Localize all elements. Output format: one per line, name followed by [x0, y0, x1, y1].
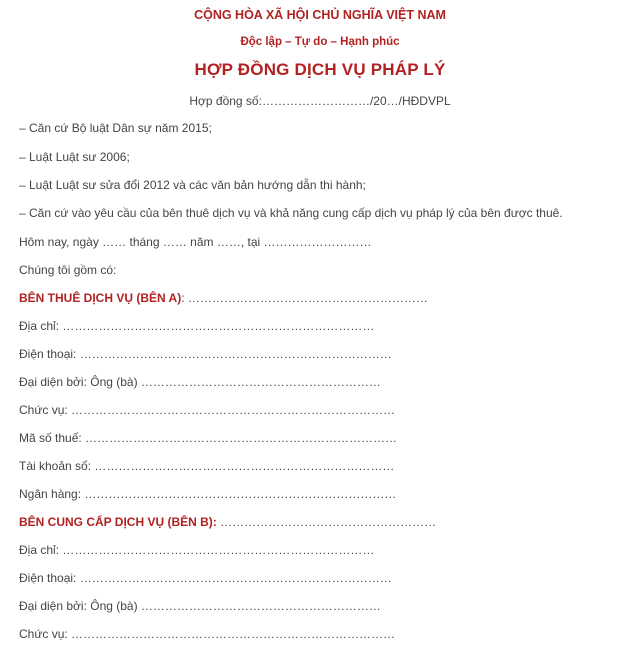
- basis-lawyers-law-amended: – Luật Luật sư sửa đổi 2012 và các văn bản hướng dẫn thi hành;: [19, 178, 366, 192]
- party-b-heading: [19, 515, 436, 529]
- party-a-phone: Điện thoại: ……………………………………………………………………: [19, 347, 392, 361]
- national-motto: Độc lập – Tự do – Hạnh phúc: [240, 36, 400, 48]
- party-b-address: Địa chỉ: ……………………………………………………………………: [19, 543, 375, 557]
- party-a-account-number: Tài khoản số: …………………………………………………………………: [19, 459, 395, 473]
- party-a-name-blank: : ……………………………………………………: [181, 291, 428, 305]
- national-title: CỘNG HÒA XÃ HỘI CHỦ NGHĨA VIỆT NAM: [194, 8, 446, 22]
- party-a-heading: [19, 291, 428, 305]
- party-b-heading-label: BÊN CUNG CẤP DỊCH VỤ (BÊN B):: [19, 515, 217, 529]
- party-b-name-blank: ………………………………………………: [216, 515, 437, 529]
- party-b-position: Chức vụ: ………………………………………………………………………: [19, 627, 396, 641]
- party-b-representative: Đại diện bởi: Ông (bà) ……………………………………………………: [19, 599, 381, 613]
- party-a-position: Chức vụ: ………………………………………………………………………: [19, 403, 396, 417]
- party-a-heading-label: BÊN THUÊ DỊCH VỤ (BÊN A): [19, 291, 182, 305]
- date-place-line: Hôm nay, ngày …… tháng …… năm ……, tại ………………………: [19, 235, 372, 249]
- party-b-phone: Điện thoại: ……………………………………………………………………: [19, 571, 392, 585]
- basis-lawyers-law: – Luật Luật sư 2006;: [19, 150, 130, 164]
- party-a-bank: Ngân hàng: ……………………………………………………………………: [19, 487, 397, 501]
- basis-civil-code: – Căn cứ Bộ luật Dân sự năm 2015;: [19, 121, 212, 135]
- party-a-representative: Đại diện bởi: Ông (bà) ……………………………………………………: [19, 375, 381, 389]
- party-a-address: Địa chỉ: ……………………………………………………………………: [19, 319, 375, 333]
- basis-request: – Căn cứ vào yêu cầu của bên thuê dịch vụ và khả năng cung cấp dịch vụ pháp lý của bên được thuê.: [19, 206, 563, 220]
- contract-number: Hợp đồng số:………………………/20…/HĐDVPL: [189, 94, 451, 108]
- party-a-tax-code: Mã số thuế: ……………………………………………………………………: [19, 431, 398, 445]
- parties-intro: Chúng tôi gồm có:: [19, 263, 117, 277]
- document-title: HỢP ĐỒNG DỊCH VỤ PHÁP LÝ: [194, 60, 446, 79]
